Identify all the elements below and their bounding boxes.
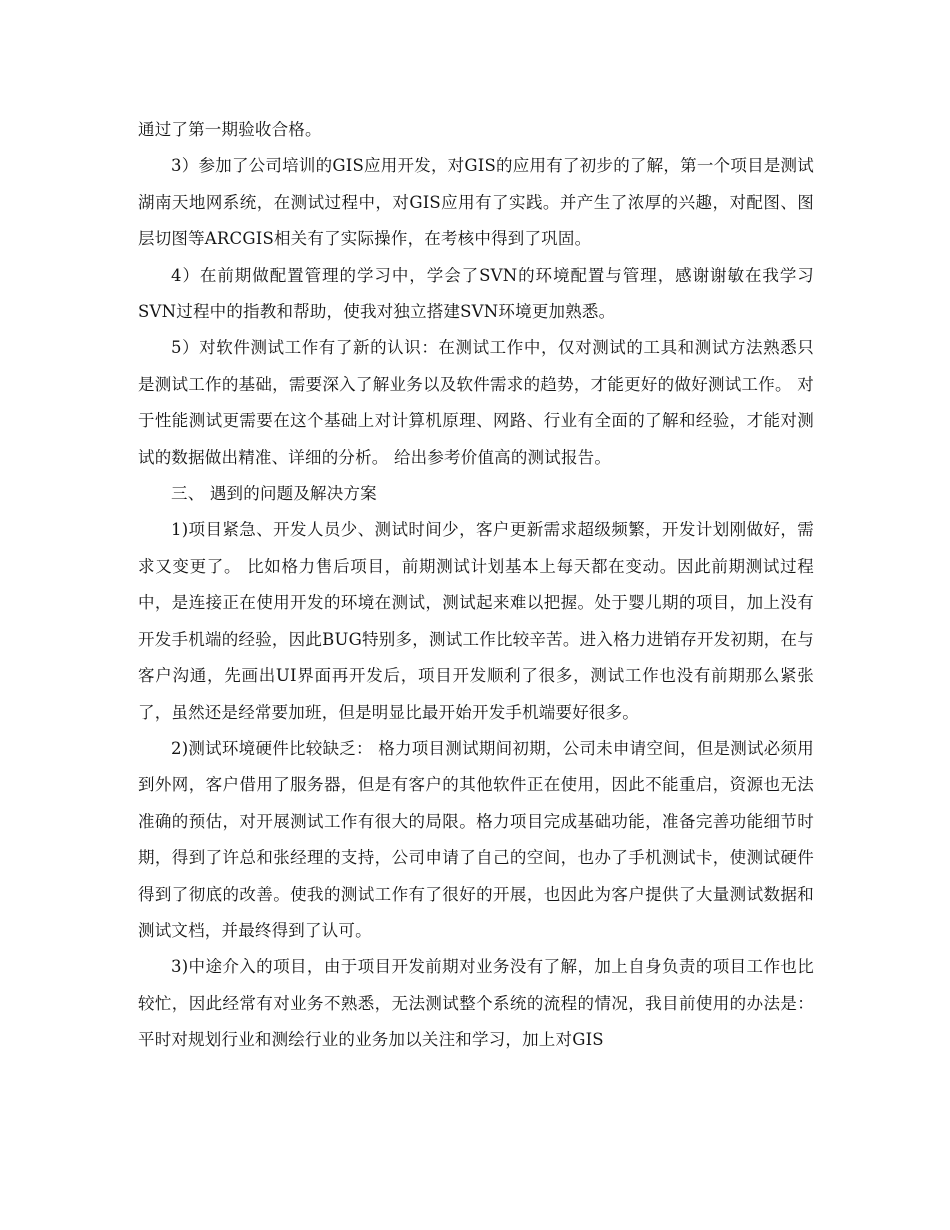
paragraph-item-3-gis: 3）参加了公司培训的GIS应用开发，对GIS的应用有了初步的了解，第一个项目是测试湖南天地网系统，在测试过程中，对GIS应用有了实践。并产生了浓厚的兴趣，对配图、图层切图等ARCGIS相关有了实际操作，在考核中得到了巩固。 <box>138 156 814 249</box>
paragraph-problem-1: 1)项目紧急、开发人员少、测试时间少，客户更新需求超级频繁，开发计划刚做好，需求又变更了。 比如格力售后项目，前期测试计划基本上每天都在变动。因此前期测试过程中，是连接正在使用开发的环境在测试，测试起来难以把握。处于婴儿期的项目，加上没有开发手机端的经验，因此BUG特别多，测试工作比较辛苦。进入格力进销存开发初期，在与客户沟通，先画出UI界面再开发后，项目开发顺利了很多，测试工作也没有前期那么紧张了，虽然还是经常要加班，但是明显比最开始开发手机端要好很多。 <box>138 520 814 722</box>
paragraph-item-5-testing: 5）对软件测试工作有了新的认识：在测试工作中，仅对测试的工具和测试方法熟悉只是测试工作的基础，需要深入了解业务以及软件需求的趋势，才能更好的做好测试工作。 对于性能测试更需要在这个基础上对计算机原理、网路、行业有全面的了解和经验，才能对测试的数据做出精准、详细的分析。 给出参考价值高的测试报告。 <box>138 338 814 467</box>
paragraph-item-4-svn: 4）在前期做配置管理的学习中，学会了SVN的环境配置与管理，感谢谢敏在我学习SVN过程中的指教和帮助，使我对独立搭建SVN环境更加熟悉。 <box>138 265 814 322</box>
paragraph-problem-2: 2)测试环境硬件比较缺乏： 格力项目测试期间初期，公司未申请空间，但是测试必须用到外网，客户借用了服务器，但是有客户的其他软件正在使用，因此不能重启，资源也无法准确的预估，对开展测试工作有很大的局限。格力项目完成基础功能，准备完善功能细节时期，得到了许总和张经理的支持，公司申请了自己的空间，也办了手机测试卡，使测试硬件得到了彻底的改善。使我的测试工作有了很好的开展，也因此为客户提供了大量测试数据和测试文档，并最终得到了认可。 <box>138 738 814 940</box>
paragraph-continuation: 通过了第一期验收合格。 <box>138 120 322 139</box>
section-heading-problems: 三、 遇到的问题及解决方案 <box>171 484 377 504</box>
document-body <box>138 112 814 1059</box>
paragraph-problem-3: 3)中途介入的项目，由于项目开发前期对业务没有了解，加上自身负责的项目工作也比较忙，因此经常有对业务不熟悉，无法测试整个系统的流程的情况，我目前使用的办法是：平时对规划行业和测绘行业的业务加以关注和学习，加上对GIS <box>138 957 814 1050</box>
